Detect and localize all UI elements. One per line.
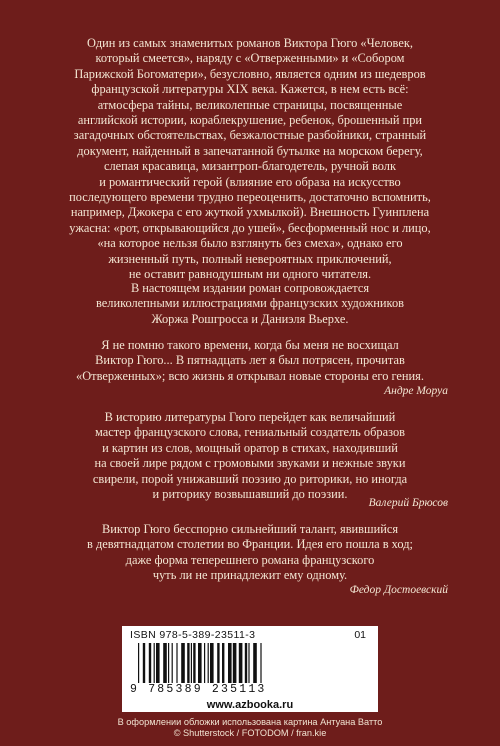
barcode-icon [136,643,364,683]
barcode-bar [228,643,232,683]
text-line: документ, найденный в запечатанной бутылке на морском берегу, [77,143,423,158]
text-line: английской истории, кораблекрушение, ребенок, брошенный при [77,113,423,128]
barcode-bar [172,643,173,683]
barcode-bar [138,643,139,683]
text-line: «на которое нельзя было взглянуть без смеха», однако его [97,236,403,251]
text-line: загадочных обстоятельствах, безжалостные разбойники, странный [73,128,427,143]
text-line: ужасна: «рот, открывающийся до ушей», бесформенный нос и лицо, [69,220,431,235]
ean-digits: 9 785389 235113 [130,683,267,696]
edition-note [40,281,460,327]
barcode-bar [204,643,205,683]
barcode-bar [149,643,151,683]
quote-dostoevsky [40,522,460,584]
text-line: на своей лире рядом с громовыми звуками и нежные звуки [94,456,406,471]
text-line: мастер французского слова, гениальный создатель образов [94,425,405,440]
text-line: свирели, порой унижавший поэзию до риторики, но иногда [92,471,408,486]
text-line: например, Джокера с его жуткой ухмылкой). Внешность Гуинплена [70,205,430,220]
barcode-bar [193,643,195,683]
text-line: жизненный путь, полный невероятных приключений, [108,251,392,266]
barcode-bar [222,643,224,683]
text-line: В оформлении обложки использована картина Антуана Ватто [117,717,383,727]
text-line: слепая красавица, мизантроп-благодетель, ручной волк [103,159,397,174]
text-line: © Shutterstock / FOTODOM / fran.kie [173,728,327,738]
quote-maurois [40,338,460,384]
barcode-bar [198,643,202,683]
text-line: Виктор Гюго бесспорно сильнейший талант, явившийся [101,522,399,536]
barcode-bar [253,643,257,683]
barcode-bar [191,643,192,683]
barcode-bar [163,643,167,683]
text-line: и картин из слов, мощный оратор в стихах, находивший [102,440,398,455]
text-line: «Отверженных»; всю жизнь я открывал новые стороны его гения. [76,368,424,383]
text-line: В настоящем издании роман сопровождается [130,281,370,295]
text-line: Парижской Богоматери», безусловно, является одним из шедевров [74,66,426,81]
barcode-bar [217,643,219,683]
barcode-bar [168,643,169,683]
text-line: Один из самых знаменитых романов Виктора Гюго «Человек, [87,36,413,50]
barcode-bar [208,643,209,683]
text-line: и риторику возвышавший до поэзии. [152,487,348,502]
isbn-suffix: 01 [354,629,366,641]
text-line: великолепными иллюстрациями французских художников [95,296,404,311]
isbn-text: ISBN 978-5-389-23511-3 [130,629,256,641]
barcode-bar [260,643,261,683]
text-line: чуть ли не принадлежит ему одному. [152,568,348,583]
text-line: атмосфера тайны, великолепные страницы, посвященные [97,97,403,112]
barcode-bar [210,643,214,683]
barcode-bar [187,643,189,683]
text-line: Виктор Гюго... В пятнадцать лет я был потрясен, прочитав [95,353,405,368]
text-line: последующего времени трудно переоценить, достаточно вспомнить, [69,190,431,205]
quote-author-dostoevsky: Федор Достоевский [349,584,448,596]
barcode-block [122,626,378,698]
text-line: который смеется», наряду с «Отверженными» и «Собором [95,51,405,66]
text-line: и романтический герой (влияние его образа на искусство [99,174,401,189]
barcode-bar [143,643,145,683]
barcode-bar [154,643,155,683]
barcode-bar [181,643,185,683]
text-line: даже форма теперешнего романа французского [125,552,375,567]
publisher-website: www.azbooka.ru [122,698,378,712]
quote-author-maurois: Андре Моруа [384,385,448,397]
cover-credits [40,717,460,739]
quote-author-bryusov: Валерий Брюсов [368,497,448,509]
quote-bryusov [40,410,460,502]
text-line: Я не помню такого времени, когда бы меня не восхищал [101,338,399,352]
barcode-bar [245,643,247,683]
barcode-bar [176,643,177,683]
barcode-bar [156,643,160,683]
text-line: не оставит равнодушным ни одного читателя. [128,267,372,282]
annotation-paragraph [40,36,460,283]
barcode-bar [239,643,243,683]
text-line: В историю литературы Гюго перейдет как величайший [104,410,396,424]
barcode-bar [248,643,249,683]
text-line: французской литературы XIX века. Кажется, в нем есть всё: [91,82,409,97]
barcode-bar [233,643,237,683]
text-line: в девятнадцатом столетии во Франции. Идея его пошла в ход; [87,537,413,552]
text-line: Жоржа Рошгросса и Даниэля Вьерхе. [151,311,349,326]
